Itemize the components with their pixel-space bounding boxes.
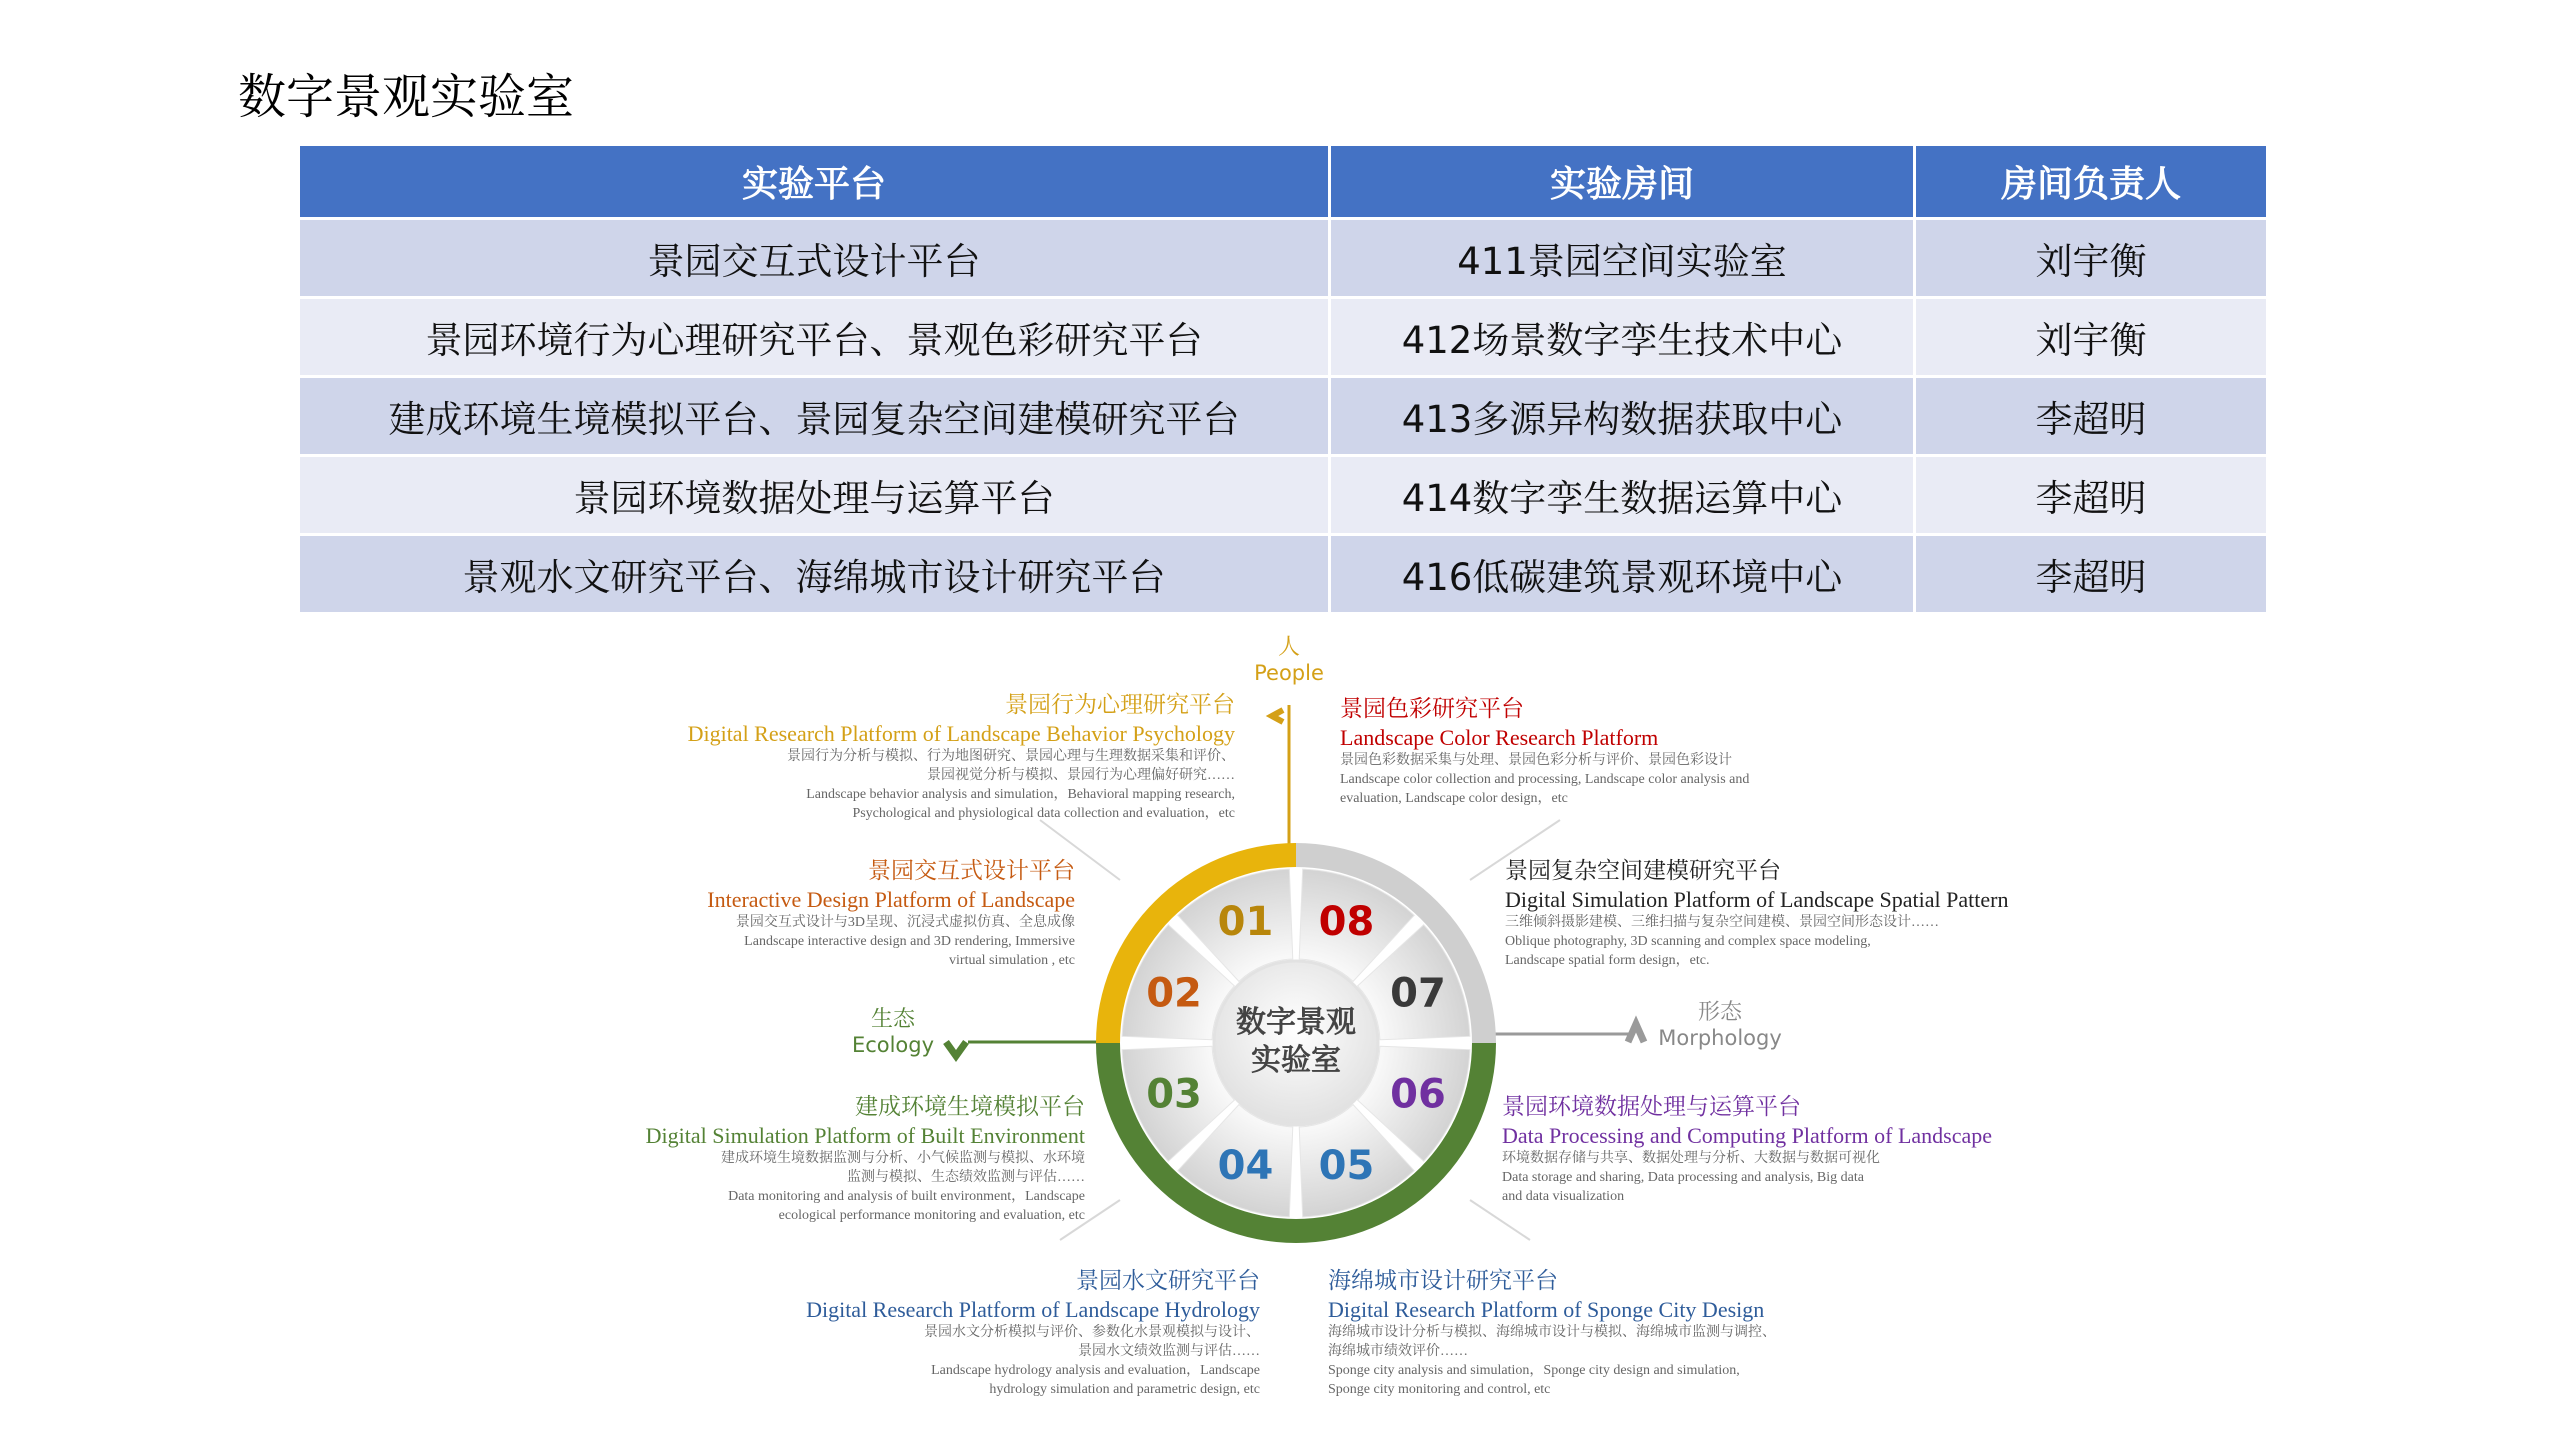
page-title: 数字景观实验室 bbox=[238, 69, 575, 125]
cell-platform: 景园环境行为心理研究平台、景观色彩研究平台 bbox=[300, 299, 1331, 378]
cell-person: 李超明 bbox=[1916, 378, 2266, 457]
segment-number-03: 03 bbox=[1146, 1071, 1202, 1118]
platform-06-block: 景园环境数据处理与运算平台 Data Processing and Computing Platform of Landscape 环境数据存储与共享、数据处理与分析、大数据与数据可视化 Data storage and sharing, Data processing and analysis, Big data and data visualization bbox=[1502, 1094, 1993, 1204]
cell-room: 411景园空间实验室 bbox=[1331, 220, 1916, 299]
platform-02-block: 景园交互式设计平台 Interactive Design Platform of Landscape 景园交互式设计与3D呈现、沉浸式虚拟仿真、全息成像 Landscape interactive design and 3D rendering, Immersive virtual simulation , etc bbox=[707, 858, 1075, 968]
platform-01-block: 景园行为心理研究平台 Digital Research Platform of Landscape Behavior Psychology 景园行为分析与模拟、行为地图研究、景园心理与生理数据采集和评价、 景园视觉分析与模拟、景园行为心理偏好研究…… Landscape behavior analysis and simulation，Behavioral mapping research, Psychological and physiological data collection and evaluation，etc bbox=[687, 692, 1235, 821]
cell-platform: 景园环境数据处理与运算平台 bbox=[300, 457, 1331, 536]
header-platform: 实验平台 bbox=[300, 146, 1331, 220]
platform-04-block: 景园水文研究平台 Digital Research Platform of Landscape Hydrology 景园水文分析模拟与评价、参数化水景观模拟与设计、 景园水文绩效监测与评估…… Landscape hydrology analysis and evaluation，Landscape hydrology simulation and parametric design, etc bbox=[806, 1268, 1260, 1397]
cell-room: 414数字孪生数据运算中心 bbox=[1331, 457, 1916, 536]
segment-number-07: 07 bbox=[1390, 970, 1446, 1017]
cell-person: 李超明 bbox=[1916, 457, 2266, 536]
segment-number-05: 05 bbox=[1318, 1142, 1375, 1189]
axis-morphology: 形态 Morphology bbox=[1658, 1000, 1782, 1050]
axis-ecology: 生态 Ecology bbox=[851, 1007, 935, 1057]
platform-03-block: 建成环境生境模拟平台 Digital Simulation Platform of Built Environment 建成环境生境数据监测与分析、小气候监测与模拟、水环境 监测与模拟、生态绩效监测与评估…… Data monitoring and analysis of built environment，Landscape ecological performance monitoring and evaluation, etc bbox=[645, 1094, 1085, 1223]
segment-number-01: 01 bbox=[1217, 899, 1274, 946]
segment-number-04: 04 bbox=[1217, 1142, 1274, 1189]
segment-number-02: 02 bbox=[1146, 970, 1202, 1017]
center-label-line1: 数字景观 bbox=[1236, 1005, 1356, 1040]
platform-07-block: 景园复杂空间建模研究平台 Digital Simulation Platform of Landscape Spatial Pattern 三维倾斜摄影建模、三维扫描与复杂空间建模、景园空间形态设计…… Oblique photography, 3D scanning and complex space modeling, Landscape spatial form design，etc. bbox=[1505, 858, 2009, 968]
segment-number-08: 08 bbox=[1318, 899, 1375, 946]
segment-number-06: 06 bbox=[1390, 1071, 1446, 1118]
cell-room: 413多源异构数据获取中心 bbox=[1331, 378, 1916, 457]
cell-person: 刘宇衡 bbox=[1916, 220, 2266, 299]
cell-room: 412场景数字孪生技术中心 bbox=[1331, 299, 1916, 378]
platform-08-block: 景园色彩研究平台 Landscape Color Research Platform 景园色彩数据采集与处理、景园色彩分析与评价、景园色彩设计 Landscape color collection and processing, Landscape color analysis and evaluation, Landscape color design，etc bbox=[1340, 696, 1750, 806]
cell-person: 刘宇衡 bbox=[1916, 299, 2266, 378]
cell-person: 李超明 bbox=[1916, 536, 2266, 615]
cell-platform: 建成环境生境模拟平台、景园复杂空间建模研究平台 bbox=[300, 378, 1331, 457]
header-room: 实验房间 bbox=[1331, 146, 1916, 220]
platform-05-block: 海绵城市设计研究平台 Digital Research Platform of Sponge City Design 海绵城市设计分析与模拟、海绵城市设计与模拟、海绵城市监测与调控、 海绵城市绩效评价…… Sponge city analysis and simulation，Sponge city design and simulation, Sponge city monitoring and control, etc bbox=[1328, 1268, 1776, 1397]
cell-room: 416低碳建筑景观环境中心 bbox=[1331, 536, 1916, 615]
axis-people: 人 People bbox=[1254, 635, 1324, 685]
center-label-line2: 实验室 bbox=[1251, 1043, 1341, 1078]
cell-platform: 景园交互式设计平台 bbox=[300, 220, 1331, 299]
header-person: 房间负责人 bbox=[1916, 146, 2266, 220]
cell-platform: 景观水文研究平台、海绵城市设计研究平台 bbox=[300, 536, 1331, 615]
